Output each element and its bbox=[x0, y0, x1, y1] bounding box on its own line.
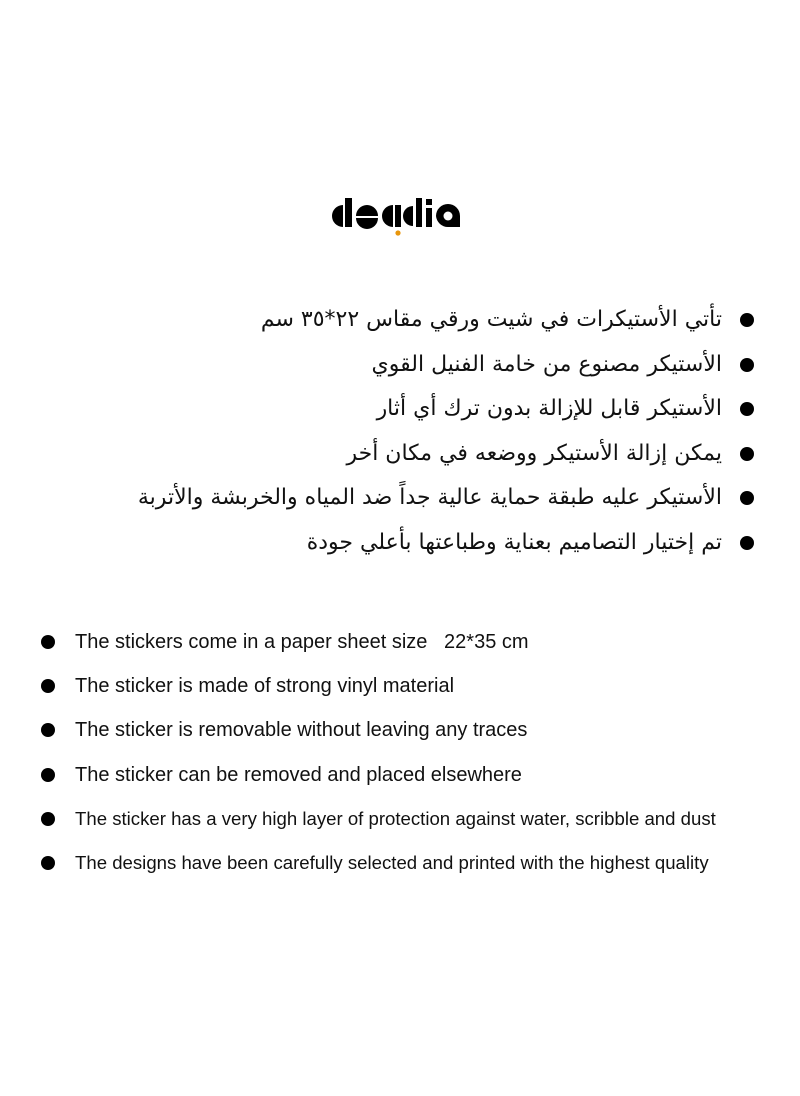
bullet-icon bbox=[740, 358, 754, 372]
list-item bbox=[130, 387, 754, 432]
feature-text: The sticker is made of strong vinyl material bbox=[75, 675, 455, 698]
bullet-icon bbox=[740, 313, 754, 327]
list-item bbox=[41, 841, 781, 885]
list-item bbox=[41, 753, 781, 797]
bullet-icon bbox=[740, 402, 754, 416]
feature-text: The stickers come in a paper sheet size 22*35 cm bbox=[75, 631, 529, 654]
feature-text: تأتي الأستيكرات في شيت ورقي مقاس ٢٢*٣٥ سم bbox=[260, 307, 722, 333]
list-item bbox=[41, 620, 781, 664]
bullet-icon bbox=[41, 812, 55, 826]
list-item bbox=[130, 432, 754, 477]
bullet-icon bbox=[41, 768, 55, 782]
feature-text: الأستيكر عليه طبقة حماية عالية جداً ضد المياه والخربشة والأتربة bbox=[137, 485, 722, 511]
list-item bbox=[41, 708, 781, 752]
list-item bbox=[130, 298, 754, 343]
feature-text: The designs have been carefully selected and printed with the highest quality bbox=[75, 851, 709, 873]
feature-text: يمكن إزالة الأستيكر ووضعه في مكان أخر bbox=[346, 440, 722, 466]
bullet-icon bbox=[41, 635, 55, 649]
list-item bbox=[130, 476, 754, 521]
list-item bbox=[130, 343, 754, 388]
bullet-icon bbox=[41, 856, 55, 870]
list-item bbox=[41, 797, 781, 841]
bullet-icon bbox=[41, 723, 55, 737]
bullet-icon bbox=[740, 536, 754, 550]
bullet-icon bbox=[740, 491, 754, 505]
bullet-icon bbox=[740, 447, 754, 461]
brand-logo bbox=[332, 196, 468, 236]
feature-text: The sticker is removable without leaving any traces bbox=[75, 719, 528, 742]
feature-text: الأستيكر قابل للإزالة بدون ترك أي أثار bbox=[376, 396, 722, 422]
english-feature-list bbox=[41, 620, 781, 885]
list-item bbox=[41, 664, 781, 708]
bullet-icon bbox=[41, 679, 55, 693]
feature-text: The sticker can be removed and placed elsewhere bbox=[75, 763, 522, 786]
list-item bbox=[130, 521, 754, 566]
feature-text: تم إختيار التصاميم بعناية وطباعتها بأعلي جودة bbox=[306, 529, 722, 555]
arabic-feature-list bbox=[130, 298, 754, 565]
feature-text: الأستيكر مصنوع من خامة الفنيل القوي bbox=[371, 351, 722, 377]
accent-dot bbox=[395, 230, 400, 235]
brand-logo-mark bbox=[332, 196, 468, 236]
feature-text: The sticker has a very high layer of protection against water, scribble and dust bbox=[75, 807, 716, 829]
